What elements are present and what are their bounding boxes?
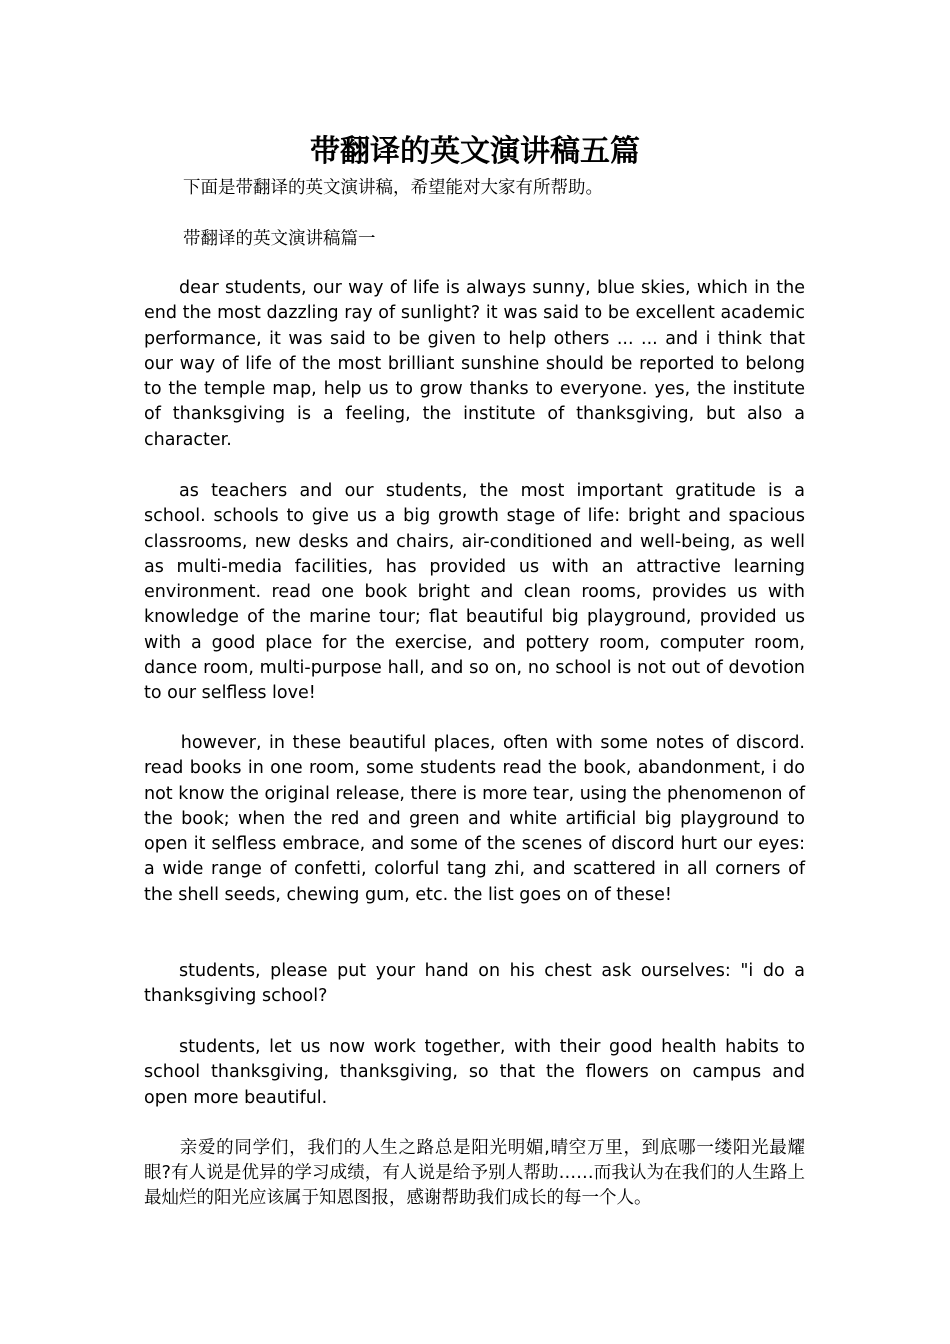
paragraph-text: 亲爱的同学们，我们的人生之路总是阳光明媚,晴空万里，到底哪一缕阳光最耀眼?有人说是优异的学习成绩，有人说是给予别人帮助……而我认为在我们的人生路上最灿烂的阳光应该属于知恩图报，感谢帮助我们成长的每一个人。: [144, 1138, 805, 1208]
paragraph: [144, 959, 805, 1010]
paragraph-chinese: [144, 1136, 805, 1211]
intro-text: 下面是带翻译的英文演讲稿，希望能对大家有所帮助。: [183, 178, 603, 198]
paragraph-text: dear students, our way of life is always sunny, blue skies, which in the end the most dazzling ray of sunlight? it was said to be excellent academic performance, it was said to be given to help others ... ... and i think that our way of life of the most brilliant sunshine should be reported to belong to the temple map, help us to grow thanks to everyone. yes, the institute of thanksgiving is a feeling, the institute of thanksgiving, but also a character.: [144, 278, 805, 450]
paragraph: [144, 1035, 805, 1111]
paragraph: [144, 479, 805, 707]
document-title: 带翻译的英文演讲稿五篇: [310, 134, 640, 169]
paragraph-text: however, in these beautiful places, often with some notes of discord. read books in one room, some students read the book, abandonment, i do not know the original release, there is more tear, using the phenomenon of the book; when the red and green and white artificial big playground to open it selfless embrace, and some of the scenes of discord hurt our eyes: a wide range of confetti, colorful tang zhi, and scattered in all corners of the shell seeds, chewing gum, etc. the list goes on of these!: [144, 733, 805, 905]
paragraph: [144, 731, 805, 908]
section-heading: 带翻译的英文演讲稿篇一: [183, 229, 376, 249]
paragraph-text: as teachers and our students, the most important gratitude is a school. schools to give us a big growth stage of life: bright and spacious classrooms, new desks and chairs, air-conditioned and well-being, as well as multi-media facilities, has provided us with an attractive learning environment. read one book bright and clean rooms, provides us with knowledge of the marine tour; flat beautiful big playground, provided us with a good place for the exercise, and pottery room, computer room, dance room, multi-purpose hall, and so on, no school is not out of devotion to our selfless love!: [144, 481, 805, 704]
paragraph: [144, 276, 805, 453]
paragraph-text: students, let us now work together, with their good health habits to school thanksgiving, thanksgiving, so that the flowers on campus and open more beautiful.: [144, 1037, 805, 1108]
paragraph-text: students, please put your hand on his chest ask ourselves: "i do a thanksgiving school?: [144, 961, 805, 1007]
